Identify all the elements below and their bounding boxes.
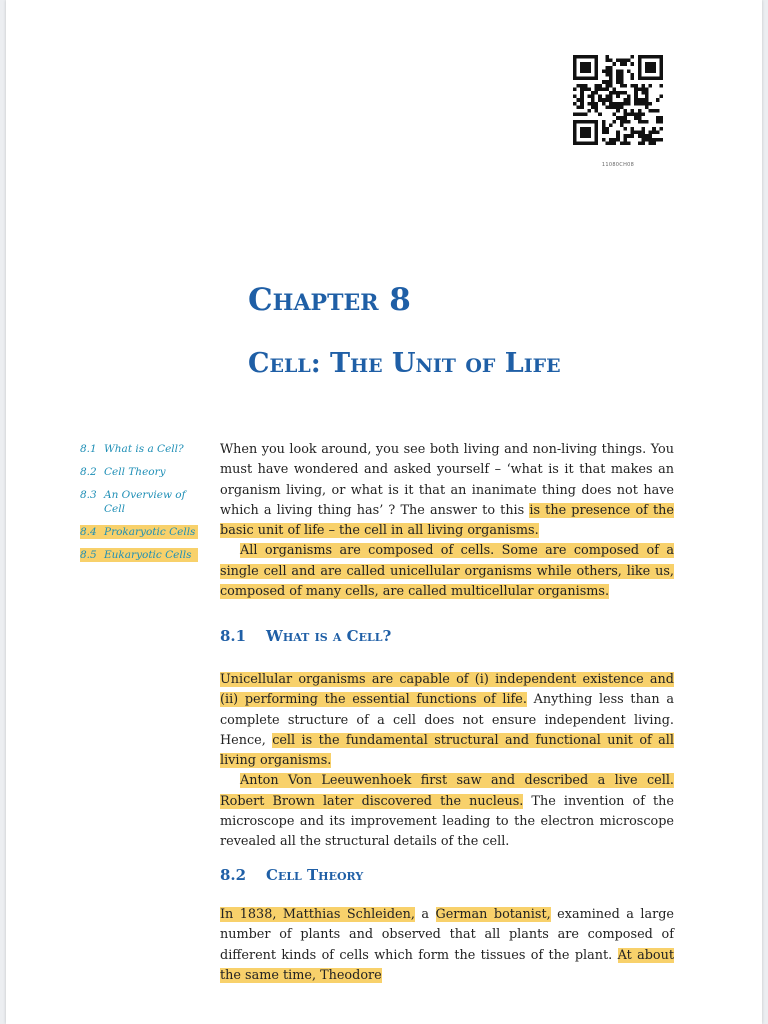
section-title: What is a Cell? <box>266 627 392 645</box>
section-title: Cell Theory <box>266 866 364 884</box>
toc-number: 8.1 <box>80 443 97 455</box>
highlighted-text: German botanist, <box>435 907 551 922</box>
toc-label: Cell Theory <box>104 466 166 478</box>
toc-item-prokaryotic-cells[interactable] <box>80 525 198 539</box>
toc-label: Eukaryotic Cells <box>104 549 192 561</box>
section-number: 8.1 <box>220 627 247 645</box>
chapter-contents <box>80 442 204 571</box>
section-8-1-text <box>220 670 674 853</box>
document-page <box>6 0 762 1024</box>
highlighted-text: All organisms are composed of cells. Some are composed of a single cell and are called unicellular organisms while others, like us, composed of many cells, are called multicellular organisms. <box>220 543 674 600</box>
toc-item-eukaryotic-cells[interactable] <box>80 548 198 562</box>
toc-number: 8.5 <box>80 549 97 561</box>
highlighted-text: Unicellular organisms are capable of (i) independent existence and (ii) performing the essential functions of life. <box>220 672 674 708</box>
toc-label: Prokaryotic Cells <box>104 526 196 538</box>
intro-paragraph-2 <box>220 541 674 602</box>
section-number: 8.2 <box>220 866 247 884</box>
highlighted-text: is the presence of the basic unit of life – the cell in all living organisms. <box>220 502 674 539</box>
chapter-title: Cell: The Unit of Life <box>248 348 561 379</box>
highlighted-text: In 1838, Matthias Schleiden, <box>220 907 415 922</box>
plain-text: a <box>414 907 436 922</box>
toc-number: 8.3 <box>80 489 97 501</box>
section-heading-8-1 <box>220 627 391 645</box>
toc-item-what-is-a-cell[interactable] <box>80 442 204 456</box>
highlighted-text: At about the same time, Theodore <box>220 947 675 983</box>
section-heading-8-2 <box>220 866 363 884</box>
toc-number: 8.4 <box>80 526 97 538</box>
highlighted-text: Anton Von Leeuwenhoek first saw and described a live cell. Robert Brown later discovered the nucleus. <box>220 773 674 809</box>
intro-text-span: When you look around, you see both living and non-living things. You must have wondered and asked yourself – ‘what is it that makes an organism living, or what is it that an inanimate thing does not have which a living thing has’ ? The answer to this <box>220 442 674 518</box>
qr-code-caption: 11080CH08 <box>601 162 635 168</box>
section-8-2-paragraph-1 <box>220 905 674 986</box>
chapter-label: Chapter 8 <box>248 282 411 318</box>
highlighted-text: cell is the fundamental structural and functional unit of all living organisms. <box>220 732 674 769</box>
section-8-2-text <box>220 905 674 986</box>
section-8-1-paragraph-2 <box>220 771 674 852</box>
plain-text: examined a large number of plants and observed that all plants are composed of different kinds of cells which form the tissues of the plant. <box>220 907 674 963</box>
intro-text <box>220 440 674 602</box>
toc-label: What is a Cell? <box>104 443 184 455</box>
toc-number: 8.2 <box>80 466 97 478</box>
qr-code-image <box>573 55 663 145</box>
toc-label: An Overview of Cell <box>104 489 186 515</box>
toc-item-cell-theory[interactable] <box>80 465 204 479</box>
intro-paragraph-1 <box>220 440 674 541</box>
section-8-1-paragraph-1 <box>220 670 674 771</box>
toc-item-overview-of-cell[interactable] <box>80 488 204 516</box>
plain-text: The invention of the microscope and its improvement leading to the electron microscope revealed all the structural details of the cell. <box>220 793 674 850</box>
plain-text: Anything less than a complete structure of a cell does not ensure independent living. Hence, <box>220 692 674 748</box>
